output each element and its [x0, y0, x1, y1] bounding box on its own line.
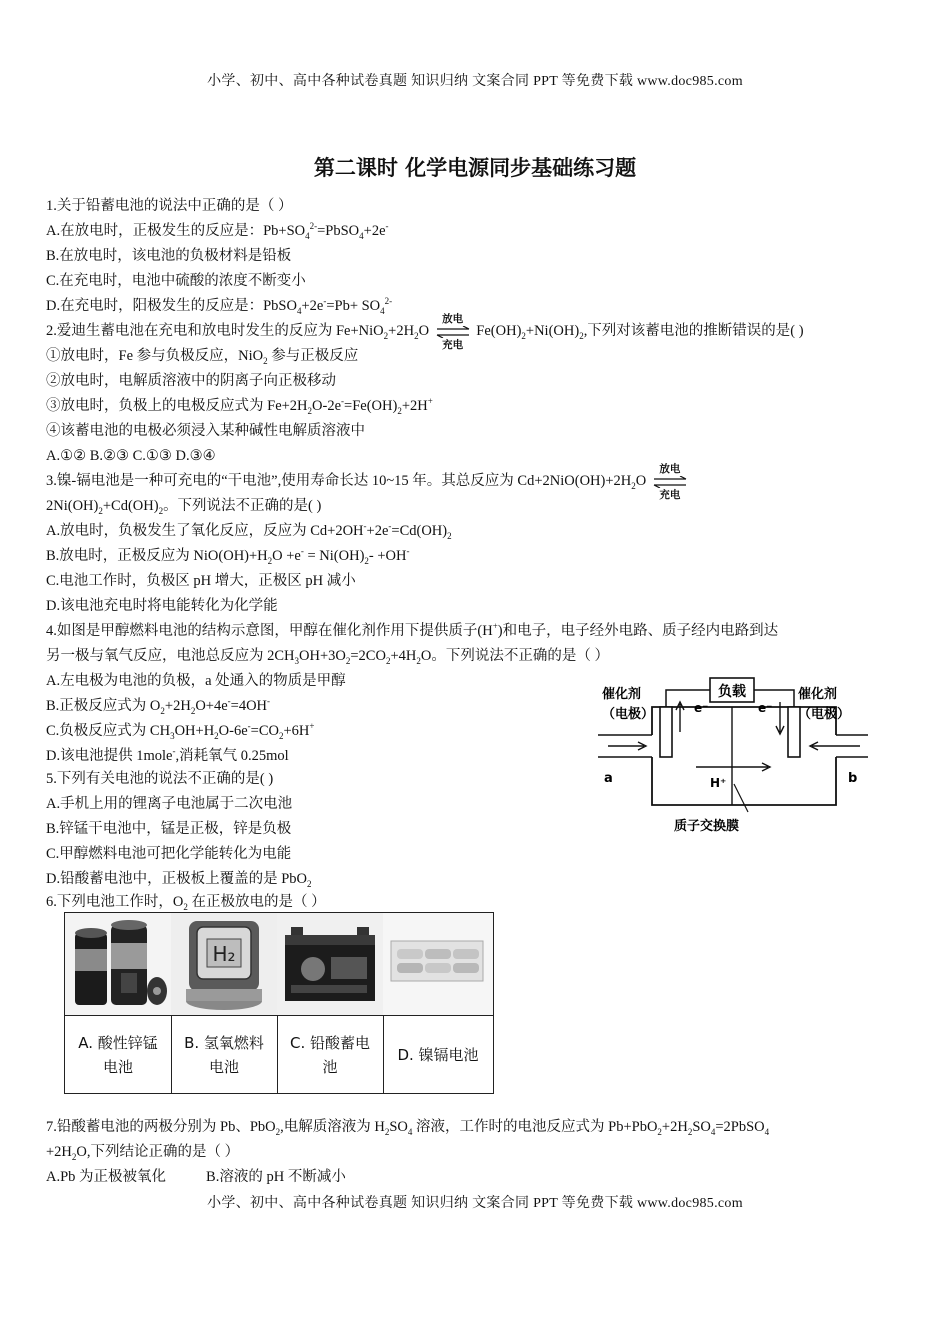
battery-figure-table: [64, 912, 494, 1094]
electron-label-right: e⁻: [758, 701, 773, 715]
left-electrode-label: （电极）: [602, 707, 655, 722]
q1-option-d: D.在充电时，阳极发生的反应是：PbSO$_4$+2e-=Pb+ $SO_4^{2-}$: [46, 296, 393, 316]
q2-statement-1: ①放电时，Fe 参与负极反应，NiO$_2$ 参与正极反应: [46, 348, 359, 366]
electron-label-left: e⁻: [694, 701, 709, 715]
reversible-arrow: 放电 充电: [435, 322, 471, 342]
q4-option-c: C.负极反应式为 $CH_3OH+H_2O-6e^-=CO_2+6H^+$: [46, 721, 315, 741]
q3-option-b: B.放电时，正极反应为 $NiO(OH)+H_2O +e^- = Ni(OH)_2- +OH^-$: [46, 546, 410, 566]
page-title: 第二课时 化学电源同步基础练习题: [313, 156, 637, 180]
inlet-a-label: a: [604, 771, 613, 786]
q7-options-ab: A.Pb 为正极被氧化 B.溶液的 pH 不断减小: [46, 1169, 346, 1185]
q2-statement-2: ②放电时，电解质溶液中的阴离子向正极移动: [46, 373, 336, 389]
q3-option-c: C.电池工作时，负极区 pH 增大，正极区 pH 减小: [46, 573, 356, 589]
inlet-b-label: b: [848, 771, 858, 786]
caption-c: C. 铅酸蓄电池: [277, 1016, 384, 1094]
proton-label: H⁺: [710, 776, 727, 790]
caption-b: B. 氢氧燃料电池: [171, 1016, 278, 1094]
q1-option-b: B.在放电时，该电池的负极材料是铅板: [46, 248, 292, 264]
zinc-manganese-battery-image: [65, 913, 172, 1015]
caption-a: A. 酸性锌锰电池: [65, 1016, 172, 1094]
right-catalyst-label: 催化剂: [798, 687, 838, 702]
q4-option-d: D.该电池提供 1mole-,消耗氧气 0.25mol: [46, 746, 289, 764]
q7-stem-line2: $+2H_2O$,下列结论正确的是（ ）: [46, 1144, 240, 1162]
membrane-label: 质子交换膜: [674, 819, 740, 834]
fuel-cell-diagram: [598, 672, 868, 842]
page-footer: 小学、初中、高中各种试卷真题 知识归纳 文案合同 PPT 等免费下载 www.doc985.com: [207, 1196, 743, 1211]
q2-stem: 2.爱迪生蓄电池在充电和放电时发生的反应为 $Fe+NiO_2+2H_2O$ 放电 充电 $Fe(OH)_2+Ni(OH)_2$,下列对该蓄电池的推断错误的是( ): [46, 312, 804, 351]
electron-arrow-left: [676, 702, 684, 732]
cell-bottom-outline: [652, 757, 836, 805]
left-catalyst-label: 催化剂: [602, 687, 642, 702]
q3-stem-line1: 3.镍-镉电池是一种可充电的“干电池”,使用寿命长达 10~15 年。其总反应为 $Cd+2NiO(OH)+2H_2O$ 放电 充电: [46, 471, 690, 492]
right-electrode-label: （电极）: [798, 707, 851, 722]
q2-statement-3: ③放电时，负极上的电极反应式为 $Fe+2H_2O-2e^-=Fe(OH)_2+2H^+$: [46, 396, 433, 416]
q4-option-a: A.左电极为电池的负极，a 处通入的物质是甲醇: [46, 673, 346, 689]
q6-stem: 6.下列电池工作时，$O_2$ 在正极放电的是（ ）: [46, 894, 326, 912]
q5-option-b: B.锌锰干电池中，锰是正极，锌是负极: [46, 821, 292, 837]
h2-label: H₂: [212, 942, 236, 966]
inlet-a-arrow: [608, 742, 646, 750]
lead-acid-battery-image: [277, 913, 384, 1015]
inlet-b-arrow: [810, 742, 860, 750]
reversible-arrow: 放电 充电: [652, 472, 688, 492]
q7-stem-line1: 7.铅酸蓄电池的两极分别为 Pb、PbO$_2$,电解质溶液为 $H_2SO_4$ 溶液，工作时的电池反应式为 $Pb+PbO_2+2H_2SO_4=2PbSO_4$: [46, 1119, 770, 1137]
nickel-cadmium-battery-image: [383, 913, 493, 1015]
caption-d: D. 镍镉电池: [397, 1046, 479, 1064]
q1-option-c: C.在充电时，电池中硫酸的浓度不断变小: [46, 273, 306, 289]
page-header: 小学、初中、高中各种试卷真题 知识归纳 文案合同 PPT 等免费下载 www.doc985.com: [207, 74, 743, 89]
q3-stem-line2: $2Ni(OH)_2+Cd(OH)_2$。下列说法不正确的是( ): [46, 498, 322, 516]
q5-option-d: D.铅酸蓄电池中，正极板上覆盖的是 PbO$_2$: [46, 871, 312, 889]
q2-choices: A.①② B.②③ C.①③ D.③④: [46, 448, 216, 464]
q5-option-a: A.手机上用的锂离子电池属于二次电池: [46, 796, 293, 812]
proton-arrow: [696, 763, 770, 771]
load-label: 负载: [718, 684, 746, 700]
q5-option-c: C.甲醇燃料电池可把化学能转化为电能: [46, 846, 292, 862]
q5-stem: 5.下列有关电池的说法不正确的是( ): [46, 771, 274, 787]
q2-statement-4: ④该蓄电池的电极必须浸入某种碱性电解质溶液中: [46, 423, 365, 439]
q4-option-b: B.正极反应式为 $O_2+2H_2O+4e^-=4OH^-$: [46, 696, 271, 716]
q1-option-a: A.在放电时，正极发生的反应是：$Pb+SO_4^{2-}=PbSO_4+2e^-$: [46, 221, 389, 241]
q4-stem-line1: 4.如图是甲醇燃料电池的结构示意图，甲醇在催化剂作用下提供质子(H+)和电子，电子经外电路、质子经内电路到达: [46, 621, 779, 639]
q1-stem: 1.关于铅蓄电池的说法中正确的是（ ）: [46, 198, 293, 214]
q3-option-a: A.放电时，负极发生了氧化反应，反应为 $Cd+2OH^-+2e^-=Cd(OH)_2$: [46, 521, 452, 541]
hydrogen-oxygen-fuel-cell-image: [171, 913, 278, 1015]
q4-stem-line2: 另一极与氧气反应，电池总反应为 $2CH_3OH+3O_2=2CO_2+4H_2O$。下列说法不正确的是（ ）: [46, 648, 609, 666]
membrane-pointer: [734, 784, 748, 812]
left-electrode: [660, 707, 672, 757]
q3-option-d: D.该电池充电时将电能转化为化学能: [46, 598, 278, 614]
